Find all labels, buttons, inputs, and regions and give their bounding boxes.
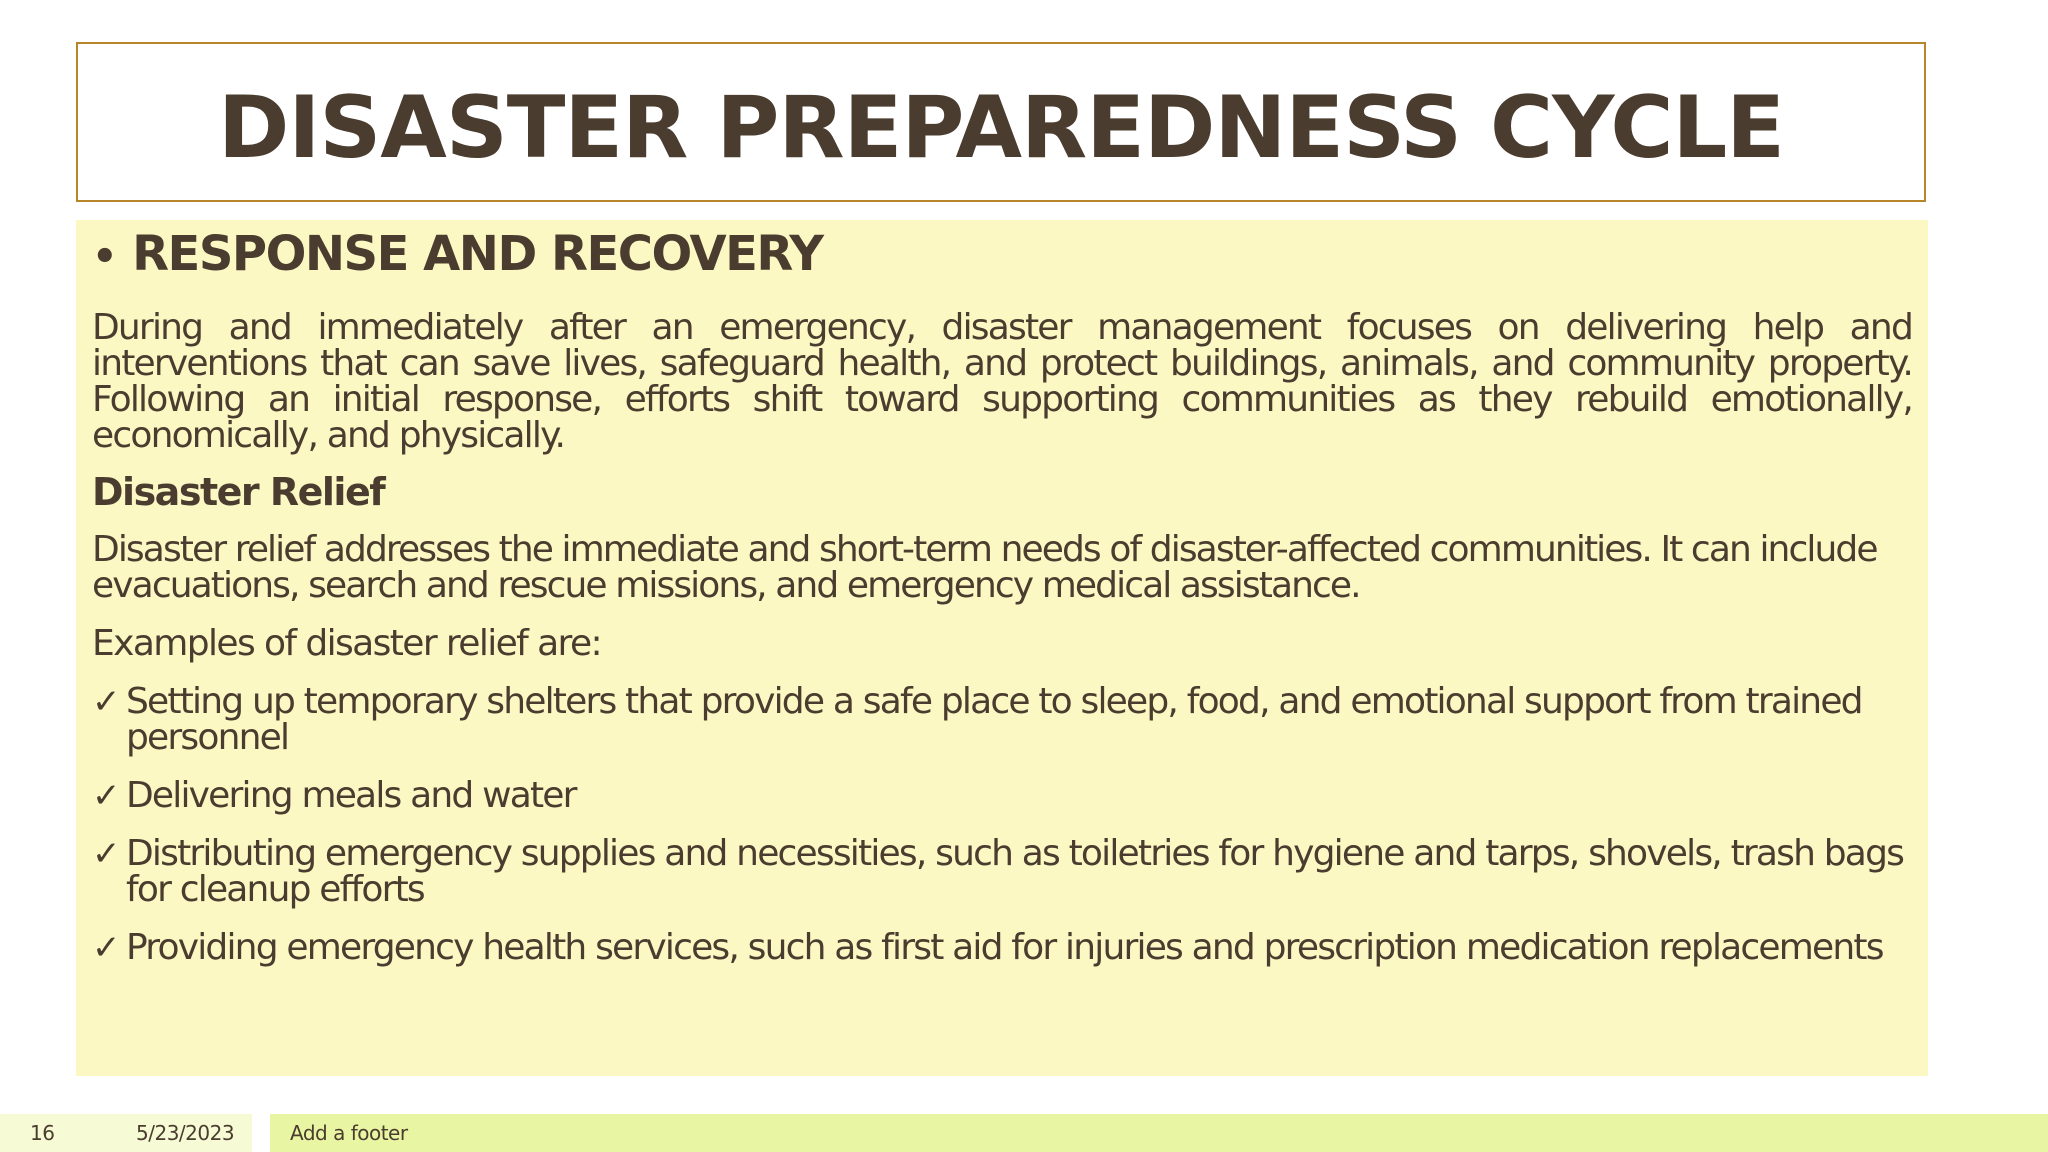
checkmark-icon: ✓ [92,682,121,722]
relief-paragraph: Disaster relief addresses the immediate and short-term needs of disaster-affected communities. It can include evacuations, search and rescue missions, and emergency medical assistance. [92,529,1877,606]
footer-bar [270,1114,2048,1152]
intro-paragraph: During and immediately after an emergency, disaster management focuses on delivering help and interventions that can save lives, safeguard health, and protect buildings, animals, and community property. Following an initial response, efforts shift toward supporting communities as they rebuild emotionally, economically, and physically. [92,307,1912,456]
footer-text[interactable]: Add a footer [290,1121,408,1145]
subheading: Disaster Relief [92,470,385,514]
list-item-text: Distributing emergency supplies and necessities, such as toiletries for hygiene and tarps, shovels, trash bags for cleanup efforts [126,833,1904,910]
list-item [92,681,1912,758]
bullet-icon: • [92,234,117,280]
checkmark-icon: ✓ [92,776,121,816]
checkmark-icon: ✓ [92,834,121,874]
list-item [92,775,1912,816]
list-item-text: Providing emergency health services, such as first aid for injuries and prescription medication replacements [126,927,1883,968]
checkmark-icon: ✓ [92,928,121,968]
list-item [92,927,1912,968]
examples-intro: Examples of disaster relief are: [92,623,602,664]
list-item [92,833,1912,910]
slide-date: 5/23/2023 [136,1121,235,1145]
list-item-text: Delivering meals and water [126,775,576,816]
title-box [76,42,1926,202]
section-heading [92,222,1912,286]
slide-number: 16 [30,1121,55,1145]
section-heading-text: RESPONSE AND RECOVERY [132,226,823,282]
list-item-text: Setting up temporary shelters that provide a safe place to sleep, food, and emotional support from trained personnel [126,681,1862,758]
content-area [76,220,1928,1076]
slide-title: DISASTER PREPAREDNESS CYCLE [217,78,1785,178]
